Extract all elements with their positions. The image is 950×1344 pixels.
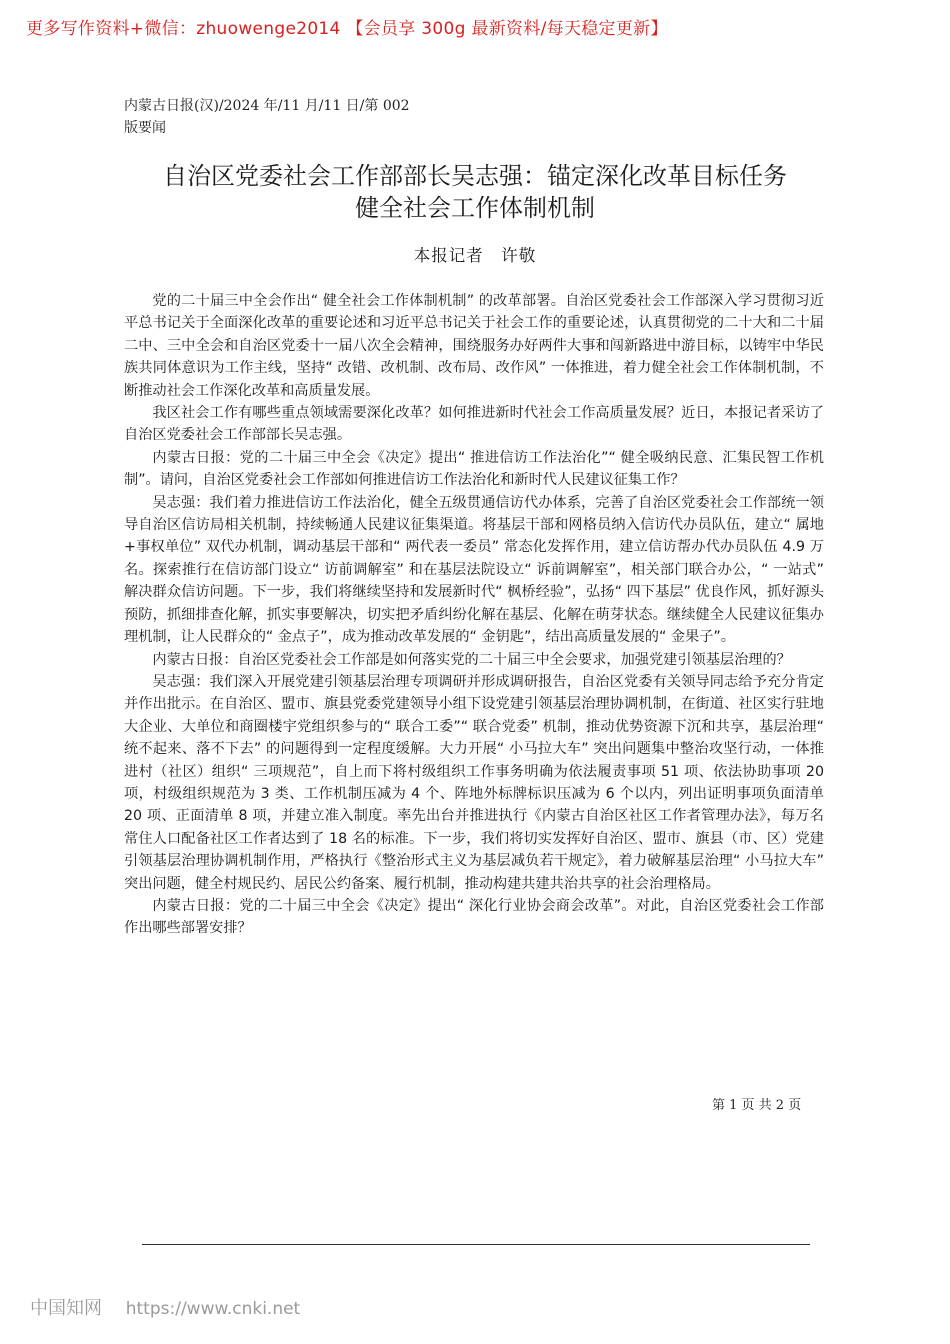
paragraph: 内蒙古日报：党的二十届三中全会《决定》提出“ 推进信访工作法治化”“ 健全吸纳民意、汇集民智工作机制”。请问，自治区党委社会工作部如何推进信访工作法治化和新时代人民建议征集工作？ (124, 449, 824, 489)
paragraph: 吴志强：我们着力推进信访工作法治化，健全五级贯通信访代办体系，完善了自治区党委社会工作部统一领导自治区信访局相关机制，持续畅通人民建议征集渠道。将基层干部和网格员纳入信访代办员队伍，建立“ 属地+事权单位” 双代办机制，调动基层干部和“ 两代表一委员” 常态化发挥作用，建立信访帮办代办员队伍 4.9 万名。探索推行在信访部门设立“ 访前调解室” 和在基层法院设立“ 诉前调解室”，相关部门联合办公，“ 一站式” 解决群众信访问题。下一步，我们将继续坚持和发展新时代“ 枫桥经验”，弘扬“ 四下基层” 优良作风，抓好源头预防，抓细排查化解，抓实事要解决，切实把矛盾纠纷化解在基层、化解在萌芽状态。继续健全人民建议征集办理机制，让人民群众的“ 金点子”，成为推动改革发展的“ 金钥匙”，结出高质量发展的“ 金果子”。 (124, 494, 824, 646)
article-title-line-2: 健全社会工作体制机制 (355, 194, 595, 222)
footer-divider (142, 1244, 810, 1245)
paragraph: 我区社会工作有哪些重点领域需要深化改革？如何推进新时代社会工作高质量发展？近日，本报记者采访了自治区党委社会工作部部长吴志强。 (124, 405, 824, 444)
cnki-brand: 中国知网 (30, 1298, 102, 1319)
cnki-url: https://www.cnki.net (125, 1299, 301, 1319)
promo-banner: 更多写作资料+微信：zhuowenge2014 【会员享 300g 最新资料/每天稳定更新】 (26, 19, 668, 39)
paragraph: 吴志强：我们深入开展党建引领基层治理专项调研并形成调研报告，自治区党委有关领导同志给予充分肯定并作出批示。在自治区、盟市、旗县党委党建领导小组下设党建引领基层治理协调机制，在街道、社区实行驻地大企业、大单位和商圈楼宇党组织参与的“ 联合工委”“ 联合党委” 机制，推动优势资源下沉和共享，基层治理“ 统不起来、落不下去” 的问题得到一定程度缓解。大力开展“ 小马拉大车” 突出问题集中整治攻坚行动，一体推进村（社区）组织“ 三项规范”，自上而下将村级组织工作事务明确为依法履责事项 51 项、依法协助事项 20 项，村级组织规范为 3 类、工作机制压减为 4 个、阵地外标牌标识压减为 6 个以内，列出证明事项负面清单 20 项、正面清单 8 项，并建立准入制度。率先出台并推进执行《内蒙古自治区社区工作者管理办法》，每万名常住人口配备社区工作者达到了 18 名的标准。下一步，我们将切实发挥好自治区、盟市、旗县（市、区）党建引领基层治理协调机制作用，严格执行《整治形式主义为基层减负若干规定》，着力破解基层治理“ 小马拉大车” 突出问题，健全村规民约、居民公约备案、履行机制，推动构建共建共治共享的社会治理格局。 (124, 673, 824, 892)
footer-watermark (30, 1294, 300, 1320)
paragraph: 党的二十届三中全会作出“ 健全社会工作体制机制” 的改革部署。自治区党委社会工作部深入学习贯彻习近平总书记关于全面深化改革的重要论述和习近平总书记关于社会工作的重要论述，认真贯彻党的二十大和二十届二中、三中全会和自治区党委十一届八次全会精神，围绕服务办好两件大事和闯新路进中游目标，以铸牢中华民族共同体意识为工作主线，坚持“ 改错、改机制、改布局、改作风” 一体推进，着力健全社会工作体制机制，不断推动社会工作深化改革和高质量发展。 (124, 293, 824, 399)
byline: 本报记者 许敬 (413, 246, 537, 265)
page-number: 第 1 页 共 2 页 (712, 1098, 802, 1113)
article-title-line-1: 自治区党委社会工作部部长吴志强：锚定深化改革目标任务 (163, 162, 787, 190)
source-line-1: 内蒙古日报(汉)/2024 年/11 月/11 日/第 002 (124, 98, 410, 114)
source-info (124, 95, 410, 139)
article-body (124, 290, 824, 940)
paragraph: 内蒙古日报：党的二十届三中全会《决定》提出“ 深化行业协会商会改革”。对此，自治区党委社会工作部作出哪些部署安排？ (124, 897, 824, 937)
paragraph: 内蒙古日报：自治区党委社会工作部是如何落实党的二十届三中全会要求，加强党建引领基层治理的？ (152, 651, 791, 668)
source-line-2: 版要闻 (124, 120, 166, 136)
